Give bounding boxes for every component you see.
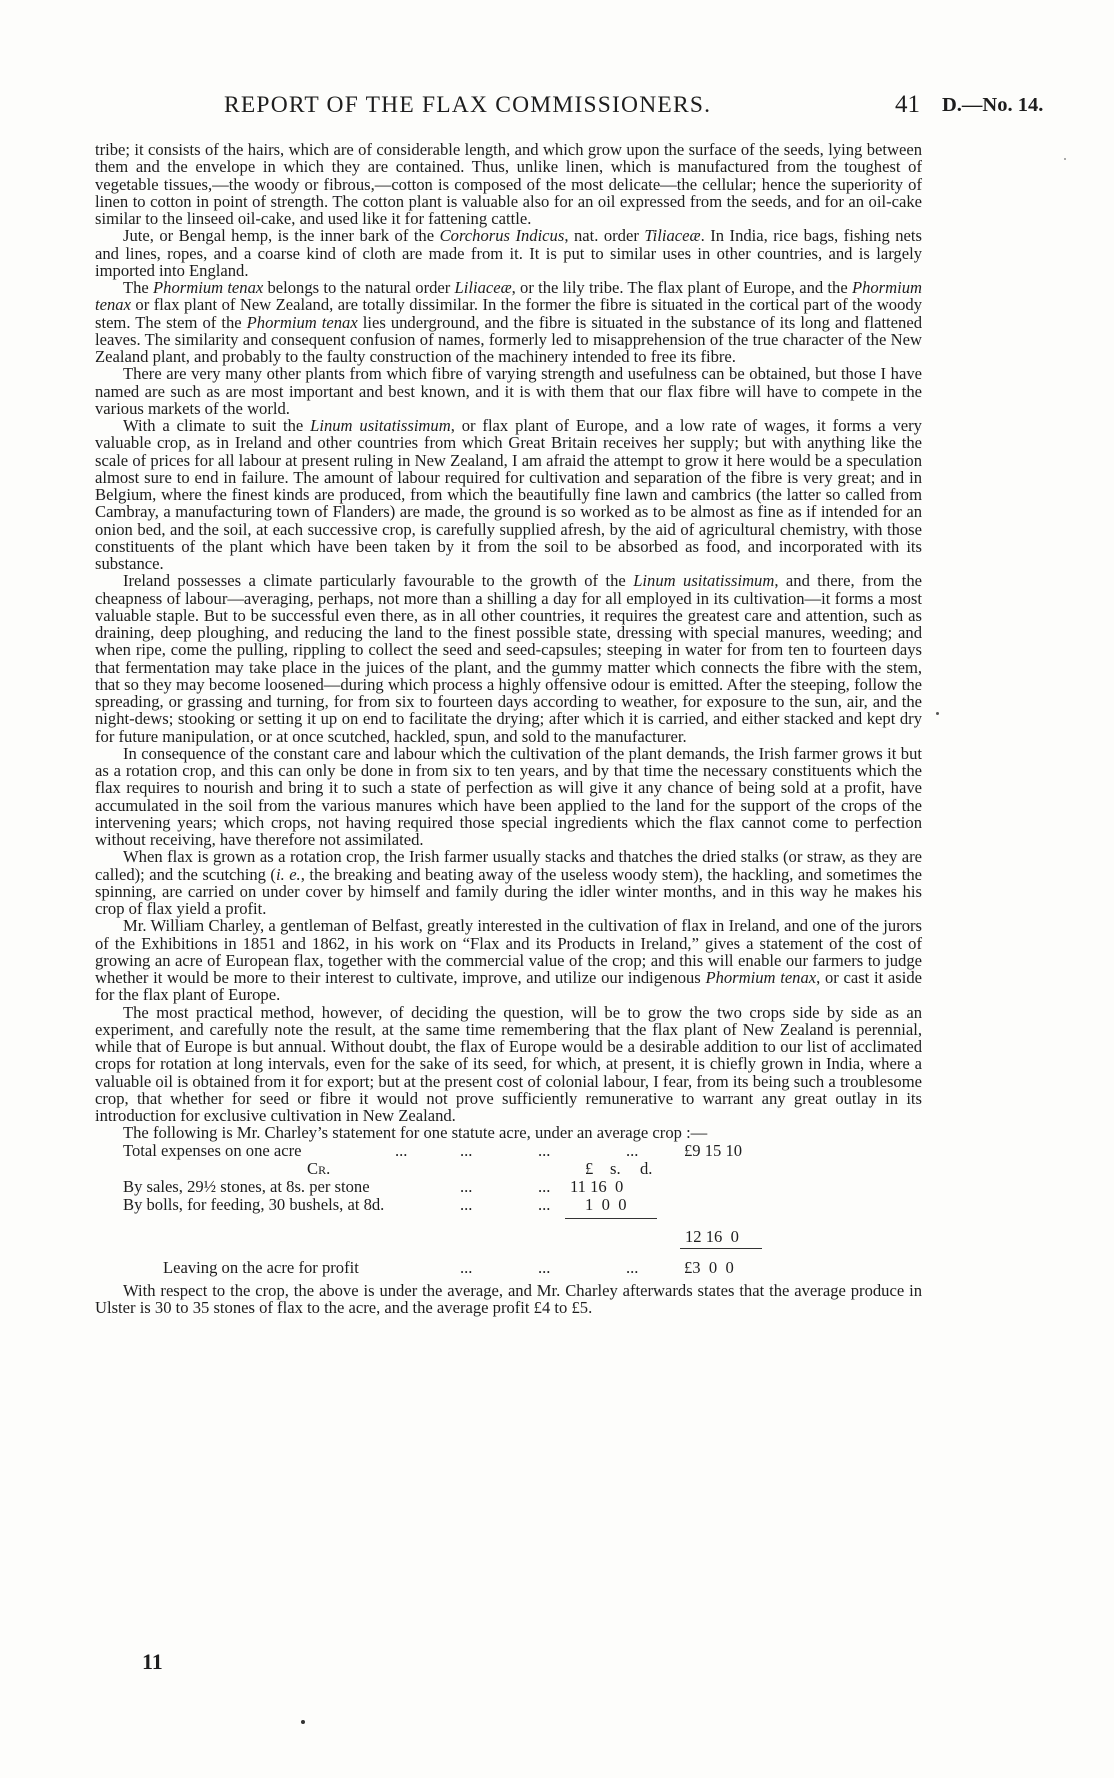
leader-dots: ... — [460, 1140, 473, 1160]
total-expenses-value: £9 15 10 — [684, 1140, 743, 1160]
paper-speck — [1064, 158, 1066, 160]
paragraph — [95, 417, 922, 572]
text-run: With a climate to suit the — [123, 416, 311, 435]
text-run: The — [123, 278, 154, 297]
text-run: When flax is grown as a rotation crop, the Irish farmer usually stacks and thatches the dried stalks (or straw, as they are called); and the scutching ( — [95, 847, 922, 884]
text-run: , the breaking and beating away of the useless woody stem), the hackling, and sometimes the spinning, are carried on under cover by himself and family during the idler winter months, and in this way he makes his crop of flax yield a profit. — [95, 864, 923, 918]
leader-dots: ... — [626, 1257, 639, 1277]
bolls-label: By bolls, for feeding, 30 bushels, at 8d. — [123, 1194, 385, 1214]
leader-dots: ... — [460, 1176, 473, 1196]
paper-speck — [936, 712, 939, 715]
sales-label: By sales, 29½ stones, at 8s. per stone — [123, 1176, 370, 1196]
column-shillings: s. — [610, 1158, 621, 1178]
paragraph — [95, 1004, 922, 1125]
closing-paragraph: With respect to the crop, the above is under the average, and Mr. Charley afterwards states that the average produce in Ulster is 30 to 35 stones of flax to the acre, and the average profit £4 to £5. — [95, 1280, 922, 1317]
ink-dot — [301, 1720, 305, 1724]
paragraph — [95, 279, 922, 365]
bolls-value: 1 0 0 — [585, 1194, 627, 1214]
text-run: , and there, from the cheapness of labour—averaging, perhaps, not more than a shilling a day for all employed in its cultivation—it forms a most valuable staple. But to be successful even there, as in all other countries, it requires the greatest care and attention, such as draining, deep ploughing, and reducing the land to the finest possible state, dressing with special manures, weeding; and when ripe, come the pulling, rippling to collect the seed and seed-capsules; steeping in water for from ten to fourteen days that fermentation may take place in the juices of the plant, and the gummy matter which connects the fibre with the stem, that so they may become loosened—during which process a highly offensive odour is emitted. After the steeping, follow the spreading, or grassing and turning, for from six to fourteen days according to weather, for exposure to the sun, air, and the night-dews; stooking or setting it up on end to facilitate the drying; after which it is carried, and either stacked and kept dry for future manipulation, or at once scutched, hackled, spun, and sold to the manufacturer. — [95, 571, 922, 746]
credit-subtotal: 12 16 0 — [685, 1226, 739, 1246]
paragraph — [95, 848, 922, 917]
italic-term: Tiliaceæ — [644, 226, 701, 246]
profit-value: £3 0 0 — [684, 1257, 734, 1277]
text-run: , nat. order — [564, 226, 645, 246]
text-run: , or cast it aside for the flax plant of Europe. — [95, 968, 922, 1005]
running-header — [0, 92, 1114, 122]
cost-statement — [95, 1142, 922, 1282]
profit-label: Leaving on the acre for profit — [163, 1257, 359, 1277]
paragraph — [95, 141, 922, 227]
text-run: In consequence of the constant care and labour which the cultivation of the plant demands, the Irish farmer grows it but as a rotation crop, and this can only be done in from six to ten years, and by that time the necessary constituents which the flax requires to nourish and bring it to such a state of perfection as will give it any chance of being sold at a profit, have accumulated in the soil from the various manures which have been applied to the land for the support of the crops of the intervening years; which crops, not having required those special ingredients which the flax cannot come to perfection without receiving, have therefore not assimilated. — [95, 743, 922, 849]
column-pence: d. — [640, 1158, 653, 1178]
text-run: , or flax plant of Europe, and a low rate of wages, it forms a very valuable crop, as in Ireland and other countries from which Great Britain receives her supply; but with anything like the scale of prices for all labour at present ruling in New Zealand, I am afraid the attempt to grow it here would be a speculation almost sure to end in failure. The amount of labour required for cultivation and separation of the fibre is very great; and in Belgium, where the finest kinds are produced, from which the beautifully fine lawn and cambrics (the latter so called from Cambray, a manufacturing town of Flanders) are made, the ground is so worked as to be almost as fine as if intended for an onion bed, and the soil, at each successive crop, is carefully supplied afresh, by the aid of agricultural chemistry, with those constituents of the plant which have been taken by it from the soil to be absorbed as food, and incorporated with its substance. — [95, 416, 922, 573]
credit-heading: Cr. — [307, 1158, 331, 1178]
text-run: The most practical method, however, of deciding the question, will be to grow the two crops side by side as an experiment, and carefully note the result, at the same time remembering that the flax plant of New Zealand is perennial, while that of Europe is but annual. Without doubt, the flax of Europe would be a desirable addition to our list of acclimated crops for rotation at long intervals, even for the sake of its seed, for which, at present, it is chiefly grown in India, where a valuable oil is obtained from it for export; but at the present cost of colonial labour, I fear, from its being such a troublesome crop, that whether for seed or fibre it would not prove sufficiently remunerative to warrant any great outlay in its introduction for exclusive cultivation in New Zealand. — [95, 1002, 922, 1125]
column-pounds: £ — [585, 1158, 594, 1178]
paragraph — [95, 917, 922, 1003]
page-number: 41 — [895, 91, 920, 118]
total-rule — [680, 1248, 762, 1249]
italic-term: Corchorus Indicus — [439, 226, 565, 246]
signature-mark: 11 — [142, 1649, 163, 1674]
paragraph — [95, 227, 922, 279]
italic-term: Linum usitatissimum — [310, 416, 451, 435]
leader-dots: ... — [538, 1176, 551, 1196]
italic-term: Linum usitatissimum — [633, 571, 775, 591]
text-run: belongs to the natural order — [263, 278, 455, 297]
text-run: lies underground, and the fibre is situated in the substance of its long and flattened leaves. The similarity and consequent confusion of names, formerly led to misapprehension of the true character of the New Zealand plant, and probably to the faulty construction of the machinery intended to free its fibre. — [95, 312, 922, 366]
leader-dots: ... — [460, 1257, 473, 1277]
text-run: . In India, rice bags, fishing nets and lines, ropes, and a coarse kind of cloth are made from it. It is put to similar uses in other countries, and is largely imported into England. — [95, 226, 922, 280]
text-run: Jute, or Bengal hemp, is the inner bark of the — [123, 226, 440, 246]
leader-dots: ... — [460, 1194, 473, 1214]
paragraph — [95, 1124, 922, 1141]
italic-term: Phormium tenax — [153, 278, 264, 297]
total-expenses-label: Total expenses on one acre — [123, 1140, 302, 1160]
leader-dots: ... — [538, 1140, 551, 1160]
italic-term: Phormium tenax — [705, 968, 817, 987]
text-run: or flax plant of New Zealand, are totally dissimilar. In the former the fibre is situated in the cortical part of the woody stem. The stem of the — [95, 295, 922, 332]
paragraph — [95, 572, 922, 745]
paragraph — [95, 365, 922, 417]
leader-dots: ... — [395, 1140, 408, 1160]
header-title: REPORT OF THE FLAX COMMISSIONERS. — [224, 92, 712, 118]
paragraph — [95, 745, 922, 849]
text-run: Mr. William Charley, a gentleman of Belfast, greatly interested in the cultivation of flax in Ireland, and one of the jurors of the Exhibitions in 1851 and 1862, in his work on “Flax and its Products in Ireland,” gives a statement of the cost of growing an acre of European flax, together with the commercial value of the crop; and this will enable our farmers to judge whether it would be more to their interest to cultivate, improve, and utilize our indigenous — [95, 916, 922, 987]
body-text — [95, 141, 922, 1316]
text-run: Ireland possesses a climate particularly favourable to the growth of the — [123, 571, 634, 591]
subtotal-rule — [565, 1218, 657, 1219]
text-run: , or the lily tribe. The flax plant of Europe, and the — [511, 278, 852, 297]
italic-term: Liliaceæ — [454, 278, 512, 297]
text-run: There are very many other plants from which fibre of varying strength and usefulness can be obtained, but those I have named are such as are most important and best known, and it is with them that our flax fibre will have to compete in the various markets of the world. — [95, 364, 922, 418]
leader-dots: ... — [538, 1194, 551, 1214]
paragraph-list — [95, 141, 922, 1142]
italic-term: Phormium tenax — [95, 278, 922, 315]
leader-dots: ... — [626, 1140, 639, 1160]
italic-term: Phormium tenax — [246, 312, 358, 332]
italic-term: i. e. — [275, 864, 301, 884]
sales-value: 11 16 0 — [570, 1176, 624, 1196]
text-run: The following is Mr. Charley’s statement for one statute acre, under an average crop :— — [123, 1123, 708, 1143]
document-reference: D.—No. 14. — [942, 94, 1044, 116]
text-run: tribe; it consists of the hairs, which are of considerable length, and which grow upon the surface of the seeds, lying between them and the envelope in which they are contained. Thus, unlike linen, which is manufactured from the toughest of vegetable tissues,—the woody or fibrous,—cotton is composed of the most delicate—the cellular; hence the superiority of linen to cotton in point of strength. The cotton plant is valuable also for an oil expressed from the seeds, and for an oil-cake similar to the linseed oil-cake, and used like it for fattening cattle. — [95, 140, 922, 228]
leader-dots: ... — [538, 1257, 551, 1277]
